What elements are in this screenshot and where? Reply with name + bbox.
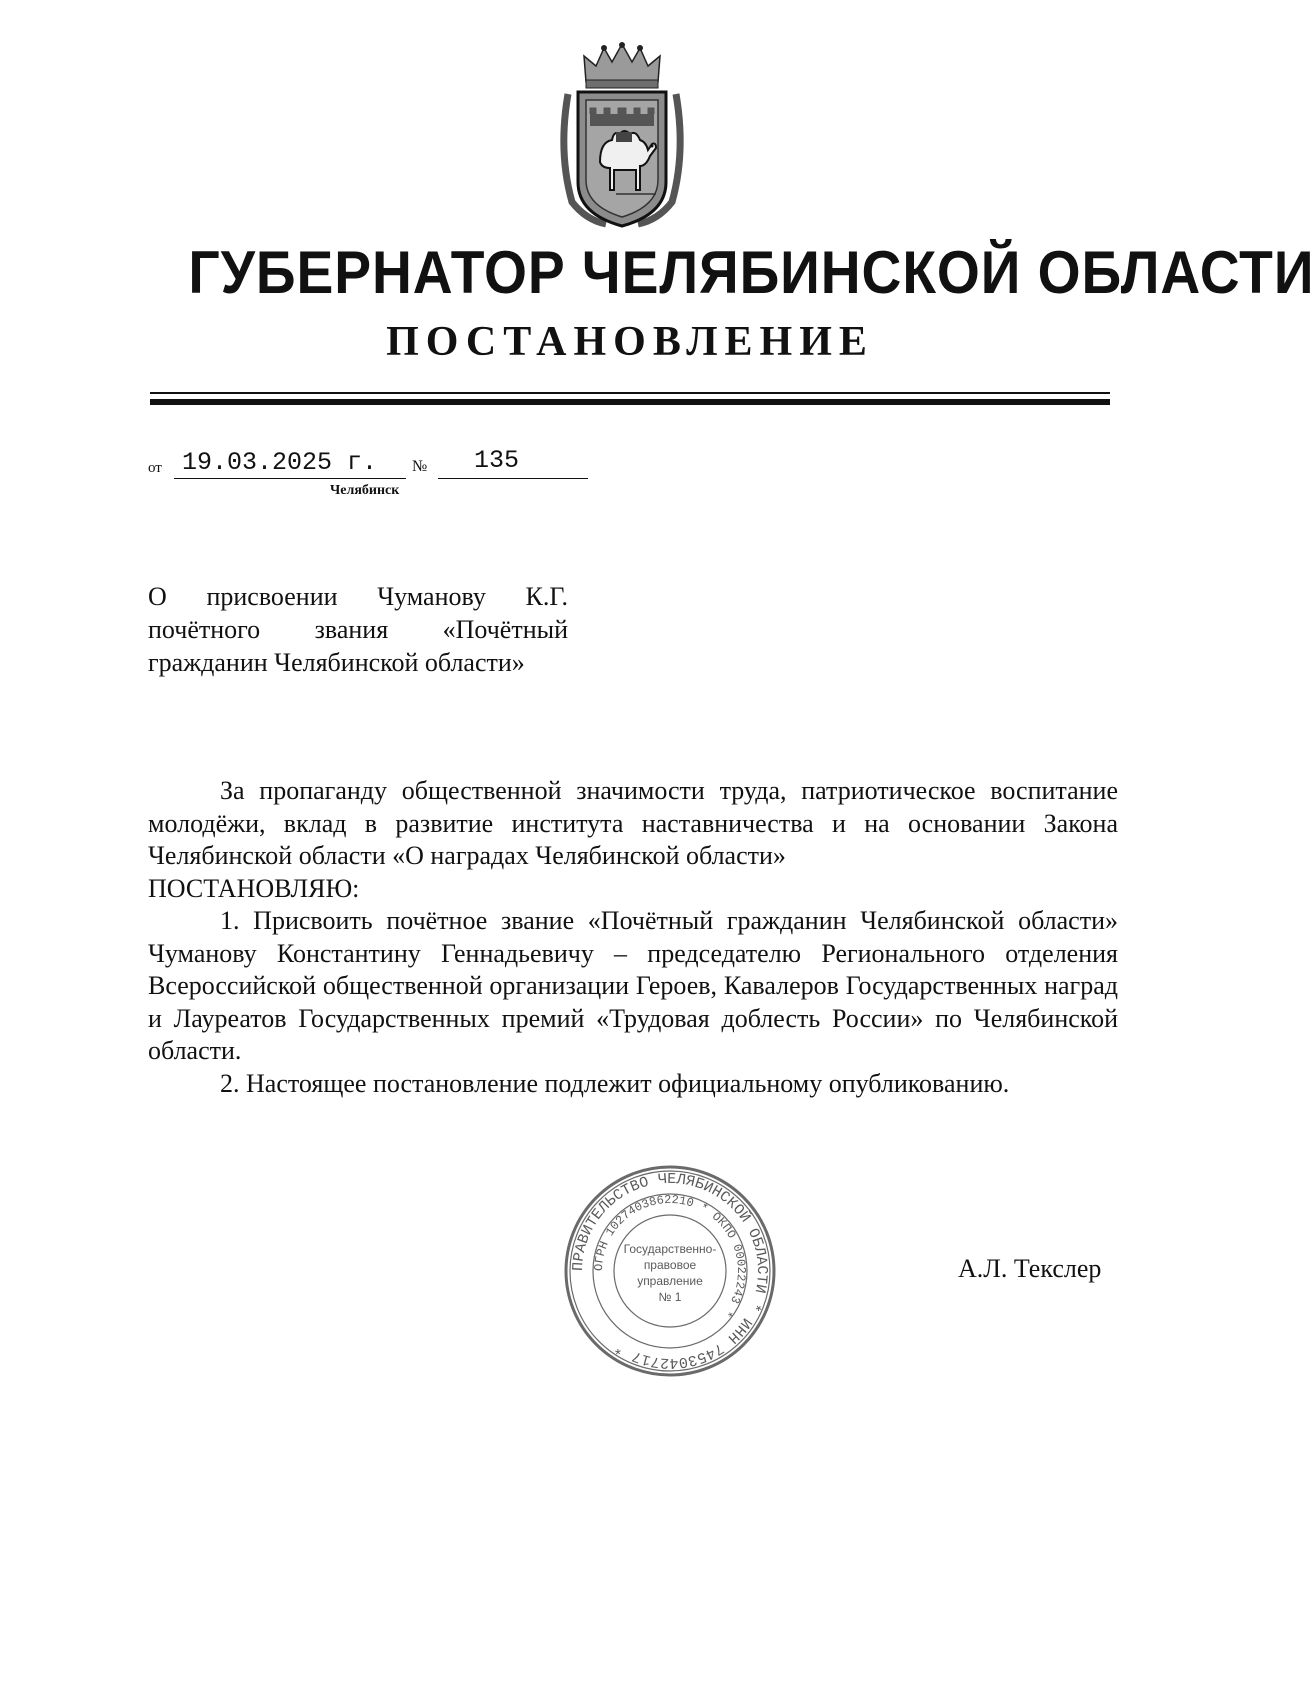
decree-word: ПОСТАНОВЛЯЮ:: [148, 873, 360, 903]
stamp-center-line: Государственно-: [623, 1242, 717, 1256]
header-rule-thick: [150, 399, 1110, 405]
item-2-paragraph: 2. Настоящее постановление подлежит официальному опубликованию.: [220, 1068, 1010, 1098]
document-date: 19.03.2025 г.: [182, 448, 378, 477]
stamp-center-line: № 1: [658, 1290, 682, 1304]
issuing-authority-heading: ГУБЕРНАТОР ЧЕЛЯБИНСКОЙ ОБЛАСТИ: [188, 239, 1314, 306]
subject-line: О присвоении Чуманову К.Г.: [148, 582, 568, 611]
coat-of-arms-emblem: [556, 42, 688, 234]
document-body: [148, 775, 1118, 1100]
signatory-name: А.Л. Текслер: [958, 1254, 1102, 1283]
stamp-center-line: правовое: [643, 1258, 697, 1272]
preamble-paragraph: За пропаганду общественной значимости труда, патриотическое воспитание молодёжи, вклад в развитие института наставничества и на основании Закона Челябинской области «О наградах Челябинской области»: [148, 776, 1118, 870]
document-subject: [148, 580, 568, 679]
date-number-line: [148, 448, 588, 482]
city-label: Челябинск: [330, 483, 400, 498]
stamp-outer-text: ПРАВИТЕЛЬСТВО ЧЕЛЯБИНСКОЙ ОБЛАСТИ * ИНН 7453042717 *: [569, 1170, 771, 1372]
number-underline: [438, 478, 588, 479]
subject-line: гражданин Челябинской области»: [148, 648, 525, 677]
stamp-center-line: управление: [637, 1274, 703, 1288]
official-stamp-seal: [562, 1163, 778, 1379]
from-label: от: [148, 460, 162, 476]
header-rule-thin: [150, 392, 1110, 394]
item-1-paragraph: 1. Присвоить почётное звание «Почётный гражданин Челябинской области» Чуманову Константину Геннадьевичу – председателю Регионального отделения Всероссийской общественной организации Героев, Кавалеров Государственных наград и Лауреатов Государственных премий «Трудовая доблесть России» по Челябинской области.: [148, 906, 1118, 1065]
subject-line: почётного звания «Почётный: [148, 615, 568, 644]
number-label: №: [412, 458, 428, 475]
document-type-heading: ПОСТАНОВЛЕНИЕ: [386, 319, 874, 365]
document-number: 135: [474, 446, 520, 475]
date-underline: [174, 478, 406, 479]
stamp-inner-text: ОГРН 1027403862210 * ОКПО 00022243 *: [591, 1192, 749, 1320]
